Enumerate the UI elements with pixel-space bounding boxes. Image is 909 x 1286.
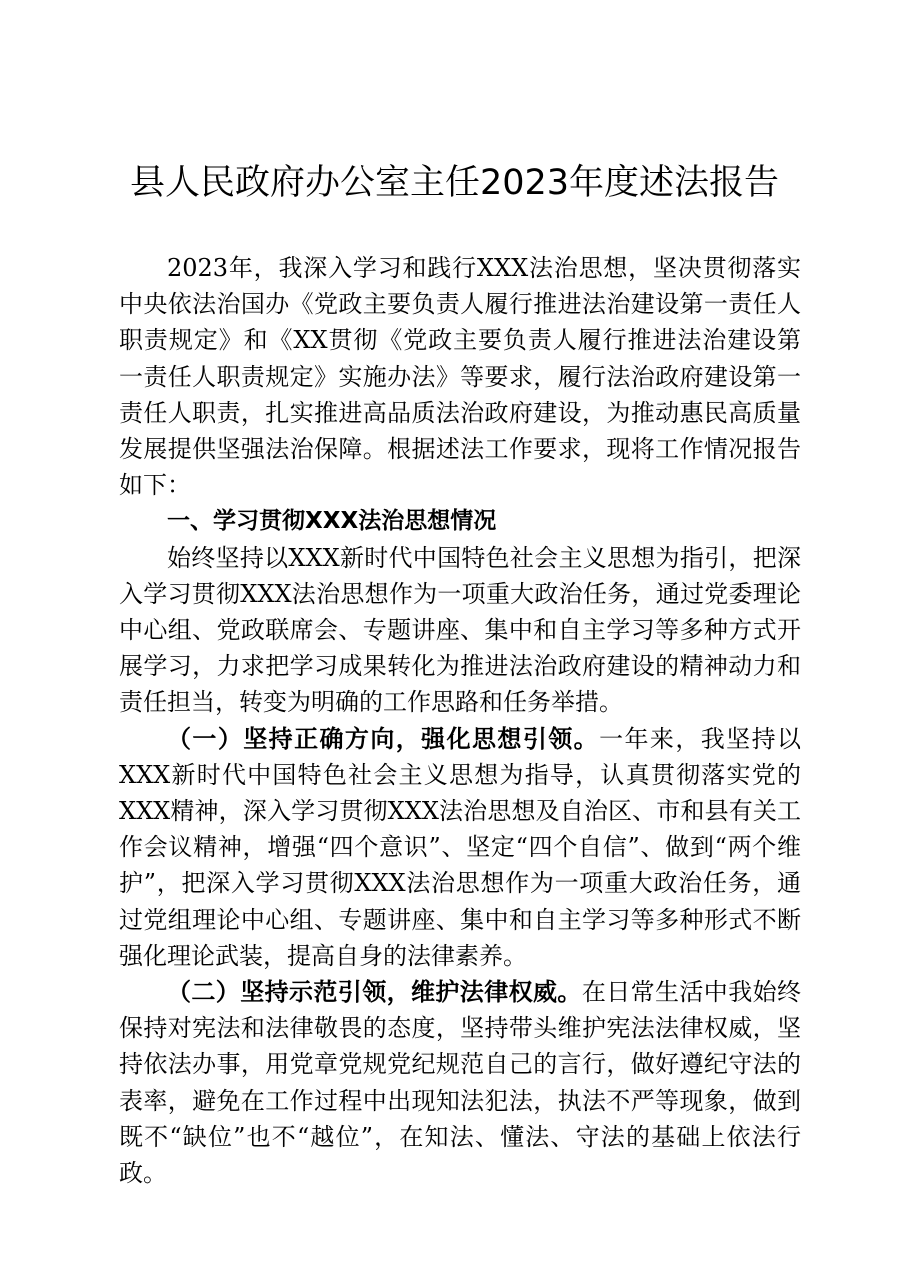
section-1-heading: 一、学习贯彻XXX法治思想情况 [167, 508, 497, 535]
intro-paragraph: 2023年，我深入学习和践行XXX法治思想，坚决贯彻落实中央依法治国办《党政主要负责人履行推进法治建设第一责任人职责规定》和《XX贯彻《党政主要负责人履行推进法治建设第一责任人职责规定》实施办法》等要求，履行法治政府建设第一责任人职责，扎实推进高品质法治政府建设，为推动惠民高质量发展提供坚强法治保障。根据述法工作要求，现将工作情况报告如下： [119, 254, 801, 500]
item-2-text: 在日常生活中我始终保持对宪法和法律敬畏的态度，坚持带头维护宪法法律权威，坚持依法办事，用党章党规党纪规范自己的言行，做好遵纪守法的表率，避免在工作过程中出现知法犯法，执法不严等现象，做到既不“缺位”也不“越位”，在知法、懂法、守法的基础上依法行政。 [119, 978, 802, 1188]
section-1-paragraph: 始终坚持以XXX新时代中国特色社会主义思想为指引，把深入学习贯彻XXX法治思想作为一项重大政治任务，通过党委理论中心组、党政联席会、专题讲座、集中和自主学习等多种方式开展学习，力求把学习成果转化为推进法治政府建设的精神动力和责任担当，转变为明确的工作思路和任务举措。 [119, 543, 801, 717]
item-2-paragraph [119, 974, 801, 1191]
document-body [119, 250, 801, 1191]
item-1-text: 一年来，我坚持以XXX新时代中国特色社会主义思想为指导，认真贯彻落实党的XXX精神，深入学习贯彻XXX法治思想及自治区、市和县有关工作会议精神，增强“四个意识”、坚定“四个自信”、做到“两个维护”，把深入学习贯彻XXX法治思想作为一项重大政治任务，通过党组理论中心组、专题讲座、集中和自主学习等多种形式不断强化理论武装，提高自身的法律素养。 [119, 724, 802, 970]
document-title: 县人民政府办公室主任2023年度述法报告 [129, 163, 780, 203]
item-1-paragraph [119, 721, 801, 974]
item-1-lead: （一）坚持正确方向，强化思想引领。 [167, 723, 600, 753]
item-2-lead: （二）坚持示范引领，维护法律权威。 [167, 977, 582, 1007]
